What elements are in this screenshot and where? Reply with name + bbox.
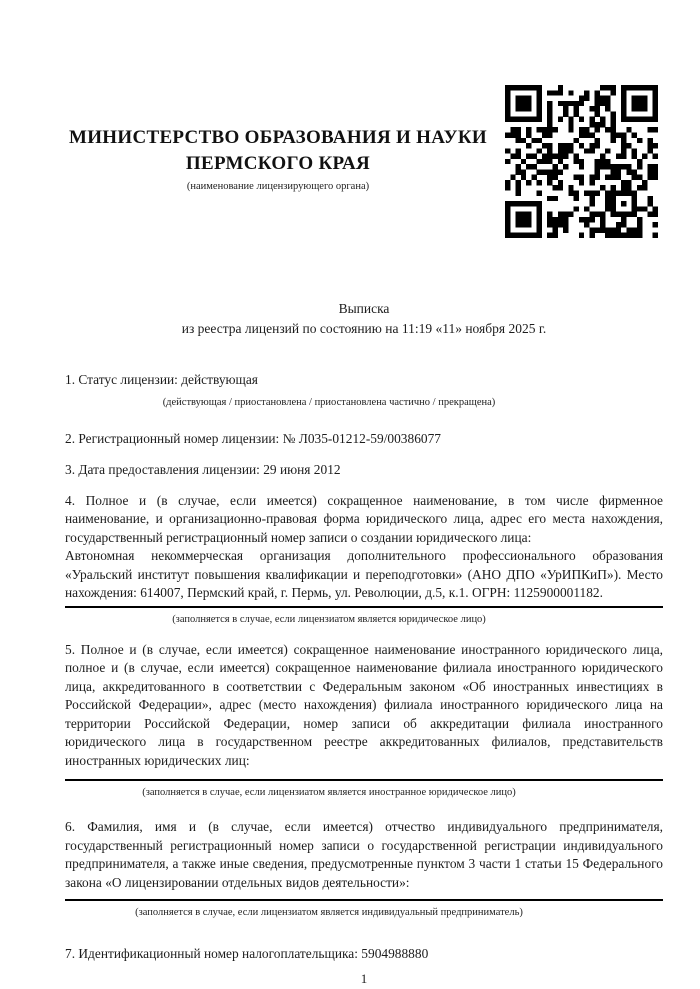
legal-entity-section bbox=[65, 492, 663, 627]
document-title: Выписка bbox=[338, 301, 390, 316]
license-status-line: 1. Статус лицензии: действующая bbox=[65, 372, 258, 387]
foreign-entity-section bbox=[65, 641, 663, 801]
entrepreneur-note: (заполняется в случае, если лицензиатом является индивидуальный предприниматель) bbox=[135, 907, 523, 918]
entrepreneur-question: 6. Фамилия, имя и (в случае, если имеется) отчество индивидуального предпринимателя, государственный регистрационный номер записи о государственной регистрации индивидуального предпринимателя, а также иные сведения, предусмотренные пунктом 3 части 1 статьи 15 Федерального закона «О лицензировании отдельных видов деятельности»: bbox=[65, 819, 663, 890]
document-subtitle: из реестра лицензий по состоянию на 11:19 «11» ноября 2025 г. bbox=[181, 321, 547, 336]
entrepreneur-section bbox=[65, 818, 663, 920]
taxpayer-id-line: 7. Идентификационный номер налогоплательщика: 5904988880 bbox=[65, 946, 429, 961]
foreign-entity-note: (заполняется в случае, если лицензиатом является иностранное юридическое лицо) bbox=[142, 787, 516, 798]
license-status-note: (действующая / приостановлена / приостановлена частично / прекращена) bbox=[162, 396, 496, 408]
foreign-entity-underline bbox=[65, 779, 663, 781]
foreign-entity-question: 5. Полное и (в случае, если имеется) сокращенное наименование иностранного юридического лица, полное и (в случае, если имеется) сокращенное наименование филиала иностранного юридического лица, аккредитованного в соответствии с Федеральным законом «Об иностранных инвестициях в Российской Федерации», адрес (место нахождения) филиала иностранного юридического лица на территории Российской Федерации, номер записи об аккредитации филиала иностранного юридического лица в государственном реестре аккредитованных филиалов, представительств иностранных юридических лиц: bbox=[65, 641, 663, 768]
legal-entity-question: 4. Полное и (в случае, если имеется) сокращенное наименование, в том числе фирменное наименование, и организационно-правовая форма юридического лица, адрес его места нахождения, государственный регистрационный номер записи о создании юридического лица: bbox=[65, 492, 663, 545]
ministry-name-line2: ПЕРМСКОГО КРАЯ bbox=[185, 153, 371, 174]
document-body bbox=[0, 299, 700, 987]
license-grant-date-line: 3. Дата предоставления лицензии: 29 июня 2012 bbox=[65, 462, 341, 477]
document-title-block bbox=[65, 299, 663, 339]
document-header bbox=[0, 0, 700, 238]
registration-number-line: 2. Регистрационный номер лицензии: № Л035-01212-59/00386077 bbox=[65, 430, 441, 446]
entrepreneur-underline bbox=[65, 899, 663, 901]
qr-code bbox=[505, 85, 658, 238]
page-number: 1 bbox=[360, 970, 368, 986]
licensing-authority-caption: (наименование лицензирующего органа) bbox=[186, 181, 370, 192]
licensing-authority-block bbox=[65, 85, 505, 193]
legal-entity-note: (заполняется в случае, если лицензиатом является юридическое лицо) bbox=[172, 613, 486, 625]
ministry-name-line1: МИНИСТЕРСТВО ОБРАЗОВАНИЯ И НАУКИ bbox=[68, 127, 488, 148]
legal-entity-underline bbox=[65, 606, 663, 608]
legal-entity-answer: Автономная некоммерческая организация дополнительного профессионального образования «Уральский институт повышения квалификации и переподготовки» (АНО ДПО «УрИПКиП»). Место нахождения: 614007, Пермский край, г. Пермь, ул. Революции, д.5, к.1. ОГРН: 1125900001182. bbox=[65, 548, 663, 600]
